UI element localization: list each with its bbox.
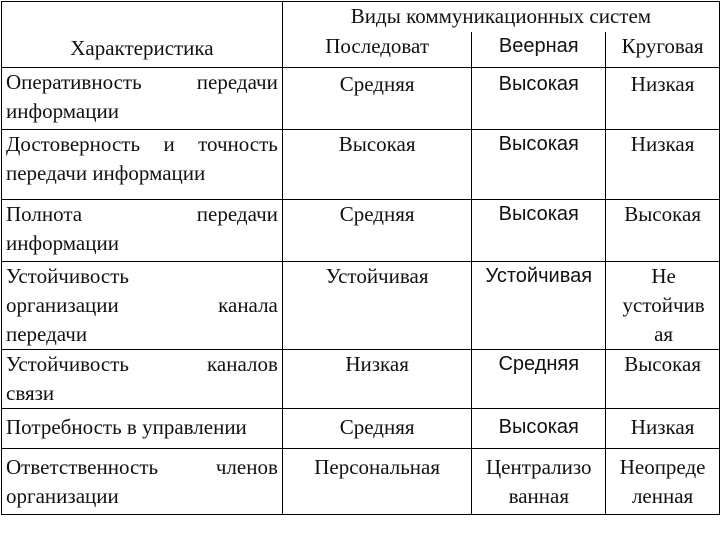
table-row bbox=[2, 350, 720, 409]
column-label: Круговая bbox=[621, 33, 704, 58]
cell-value: Высокая bbox=[498, 133, 579, 155]
label-line: информации bbox=[6, 231, 119, 255]
cell-value: Средняя bbox=[339, 415, 415, 439]
row-label bbox=[2, 200, 283, 262]
cell-circular bbox=[606, 262, 720, 350]
cell-value: Низкая bbox=[630, 415, 695, 439]
table-row bbox=[2, 200, 720, 262]
comparison-table bbox=[1, 1, 720, 515]
cell-sequential bbox=[282, 130, 471, 200]
cell-value: Устойчивая bbox=[325, 264, 429, 288]
cell-value: Низкая bbox=[630, 132, 695, 156]
cell-fan bbox=[472, 409, 606, 449]
cell-value: Персональная bbox=[314, 455, 441, 479]
cell-fan bbox=[472, 68, 606, 130]
label-line: Устойчивость каналов bbox=[6, 352, 278, 376]
cell-value-line: Централизо bbox=[485, 455, 592, 479]
table-row bbox=[2, 262, 720, 350]
label-line: Достоверность и точность bbox=[6, 132, 278, 156]
label-line: организации bbox=[6, 484, 119, 508]
cell-value: Высокая bbox=[498, 416, 579, 438]
label-line: информации bbox=[6, 99, 119, 123]
cell-value: Высокая bbox=[338, 132, 416, 156]
table-row bbox=[2, 68, 720, 130]
cell-value: Высокая bbox=[624, 352, 701, 376]
column-label: Веерная bbox=[498, 34, 579, 57]
label-line: передачи bbox=[6, 322, 88, 346]
cell-value-line: Неопреде bbox=[619, 455, 706, 479]
label-line: Ответственность членов bbox=[6, 455, 278, 479]
cell-circular bbox=[606, 200, 720, 262]
cell-fan bbox=[472, 130, 606, 200]
cell-value: Средняя bbox=[498, 353, 580, 375]
cell-value: Низкая bbox=[630, 72, 695, 96]
cell-circular bbox=[606, 68, 720, 130]
cell-value-line: ванная bbox=[508, 484, 569, 508]
cell-value-line: ленная bbox=[631, 484, 694, 508]
label-line: Потребность в управлении bbox=[6, 415, 247, 439]
cell-value: Высокая bbox=[498, 73, 579, 95]
cell-fan bbox=[472, 449, 606, 515]
table-row bbox=[2, 449, 720, 515]
row-label bbox=[2, 350, 283, 409]
cell-circular bbox=[606, 449, 720, 515]
cell-value: Средняя bbox=[339, 202, 415, 226]
cell-sequential bbox=[282, 409, 471, 449]
cell-sequential bbox=[282, 449, 471, 515]
label-line: организации канала bbox=[6, 293, 278, 317]
cell-value-line: ая bbox=[654, 322, 674, 346]
cell-value: Высокая bbox=[498, 203, 579, 225]
group-header bbox=[282, 2, 719, 32]
column-label: Последоват bbox=[325, 33, 430, 58]
cell-circular bbox=[606, 409, 720, 449]
column-header-sequential bbox=[282, 32, 471, 68]
row-label bbox=[2, 262, 283, 350]
row-label bbox=[2, 130, 283, 200]
cell-fan bbox=[472, 262, 606, 350]
cell-value: Средняя bbox=[339, 72, 415, 96]
row-label bbox=[2, 449, 283, 515]
cell-value: Высокая bbox=[624, 202, 701, 226]
cell-sequential bbox=[282, 68, 471, 130]
cell-fan bbox=[472, 350, 606, 409]
cell-value-line: Не bbox=[651, 264, 676, 288]
group-title: Виды коммуникационных систем bbox=[350, 4, 652, 28]
table-row bbox=[2, 130, 720, 200]
characteristic-header bbox=[2, 2, 283, 68]
table-row bbox=[2, 409, 720, 449]
cell-value-line: устойчив bbox=[622, 293, 705, 317]
cell-sequential bbox=[282, 262, 471, 350]
header-row-1 bbox=[2, 2, 720, 32]
column-header-circular bbox=[606, 32, 720, 68]
cell-sequential bbox=[282, 350, 471, 409]
label-line: связи bbox=[6, 381, 55, 405]
row-label bbox=[2, 68, 283, 130]
label-line: Устойчивость bbox=[6, 264, 129, 288]
cell-fan bbox=[472, 200, 606, 262]
label-line: передачи информации bbox=[6, 161, 206, 185]
column-header-fan bbox=[472, 32, 606, 68]
cell-value: Устойчивая bbox=[485, 265, 593, 287]
label-line: Оперативность передачи bbox=[6, 70, 278, 94]
cell-value: Низкая bbox=[345, 352, 409, 376]
cell-circular bbox=[606, 130, 720, 200]
cell-circular bbox=[606, 350, 720, 409]
row-label bbox=[2, 409, 283, 449]
characteristic-label: Характеристика bbox=[70, 36, 214, 60]
label-line: Полнота передачи bbox=[6, 202, 278, 226]
cell-sequential bbox=[282, 200, 471, 262]
